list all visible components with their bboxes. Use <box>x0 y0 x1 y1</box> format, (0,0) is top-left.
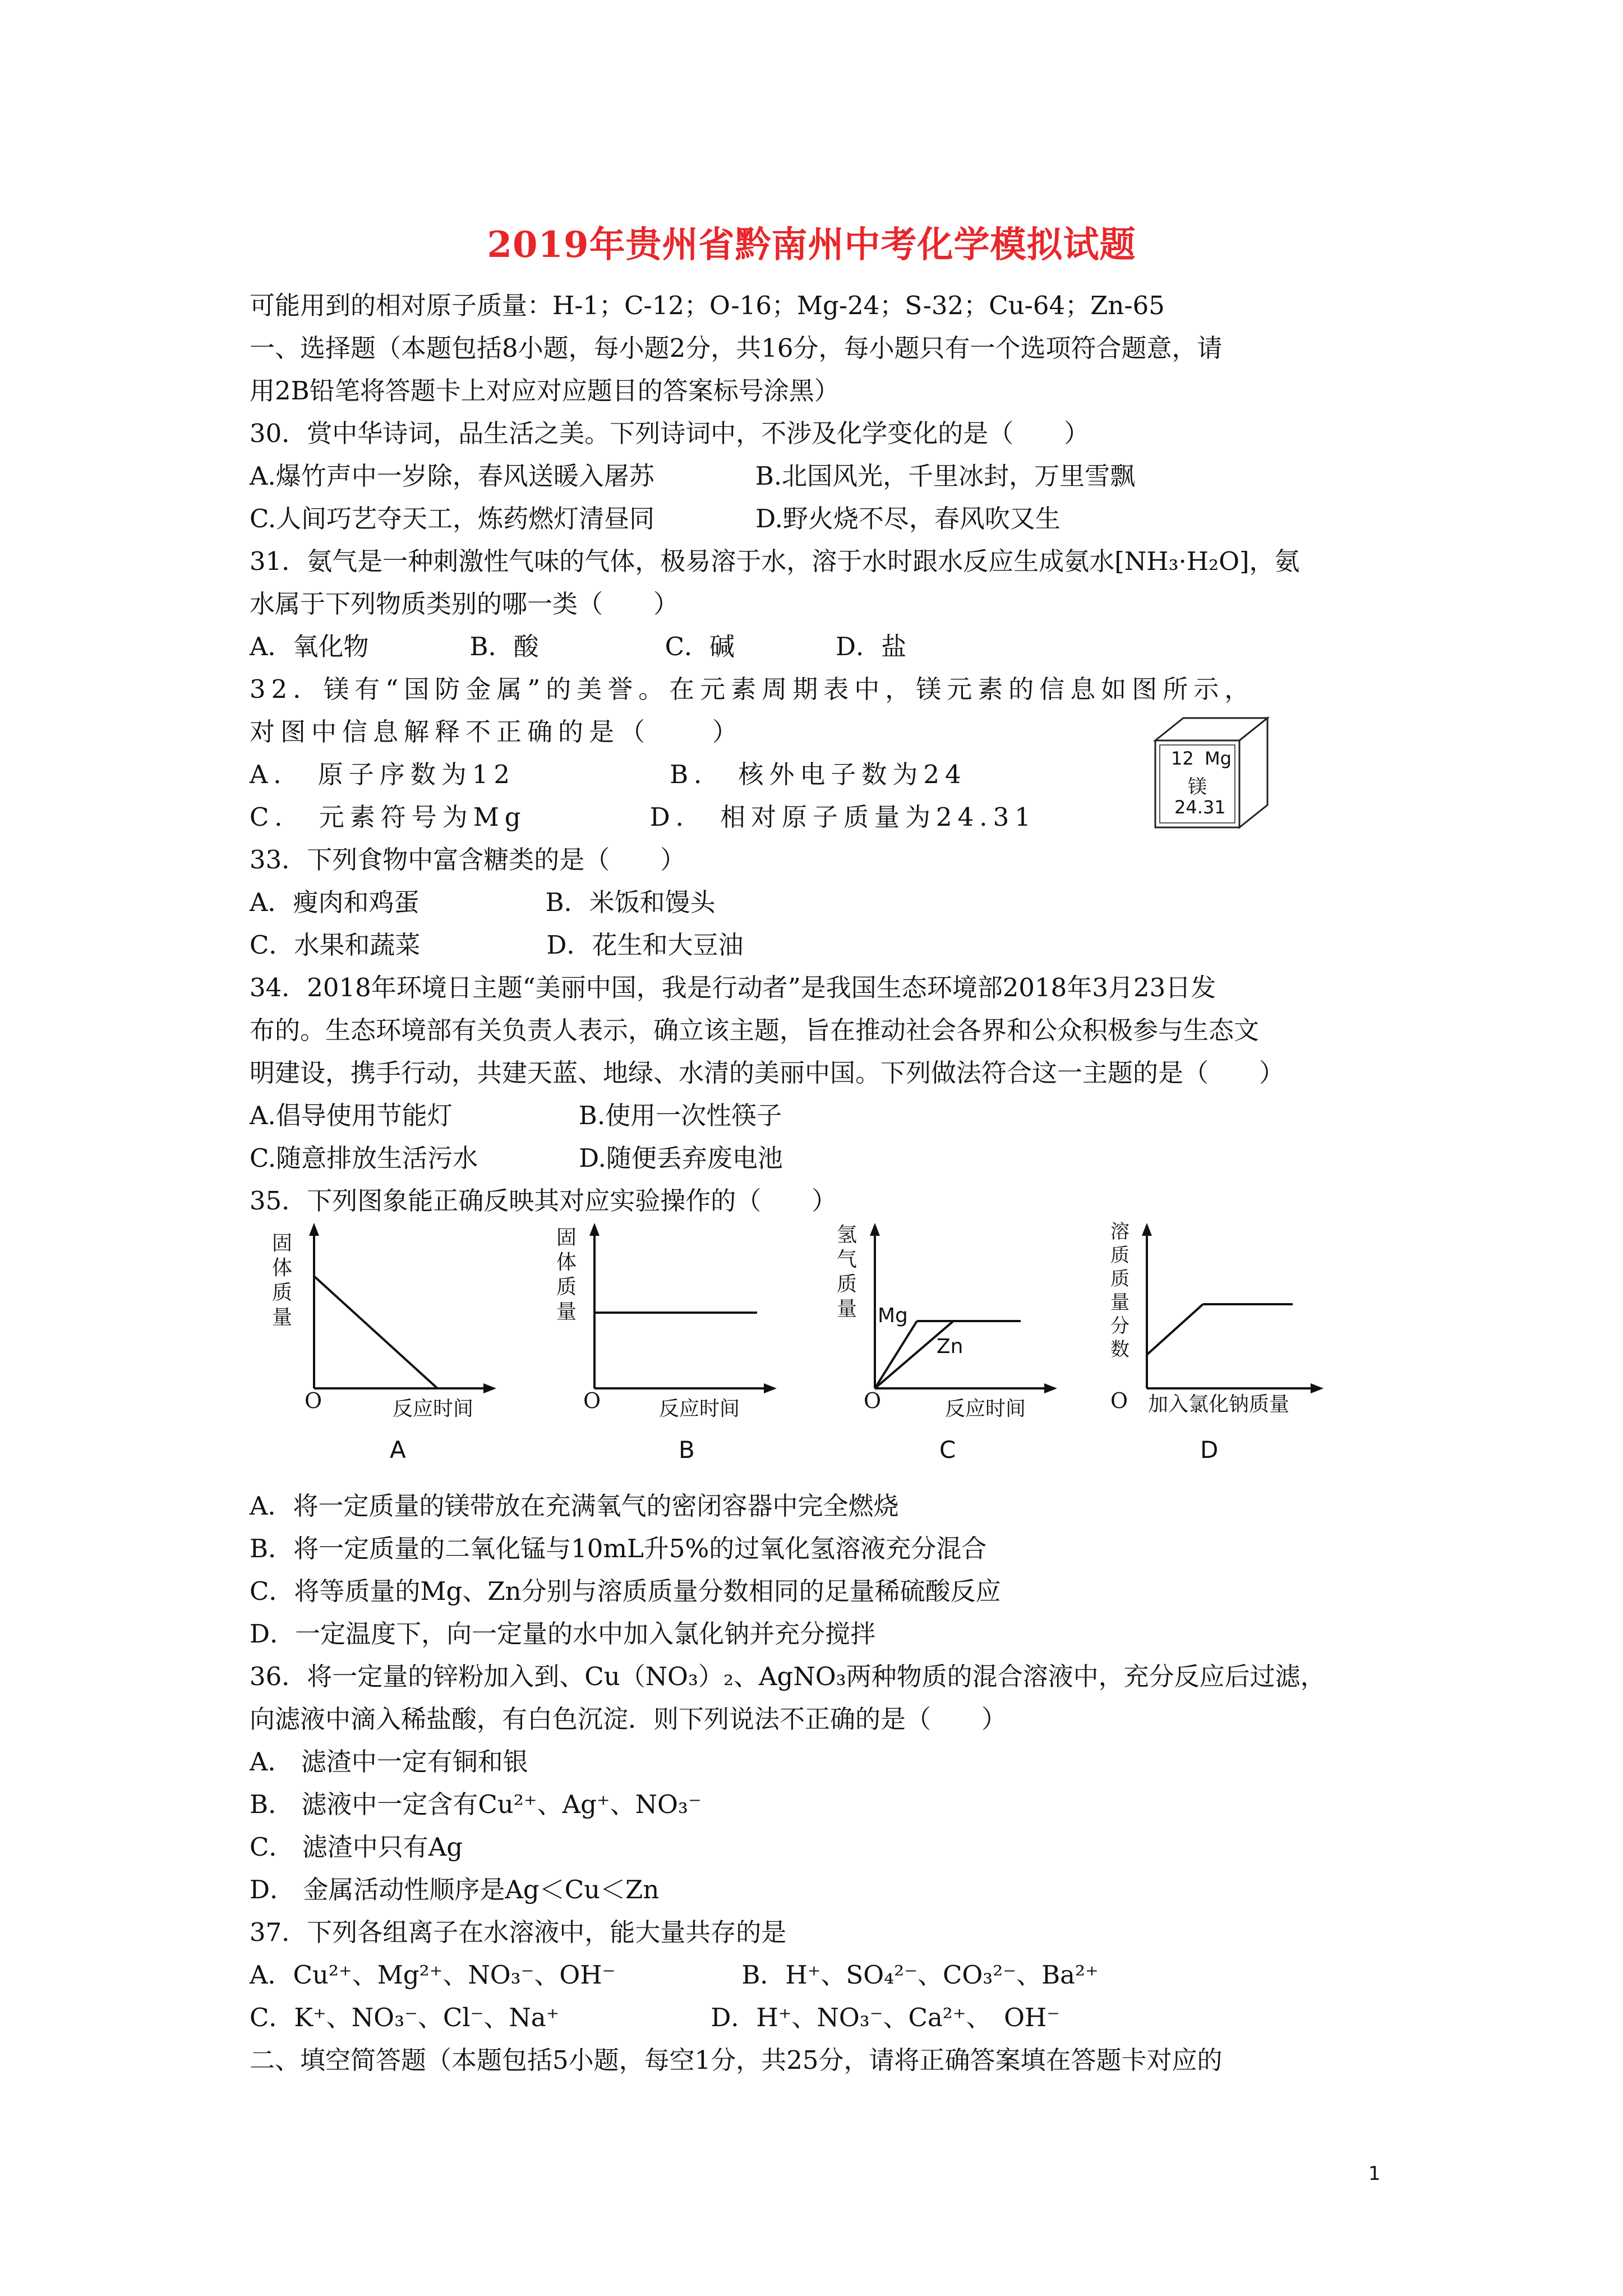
section1-heading: 一、选择题（本题包括8小题，每小题2分，共16分，每小题只有一个选项符合题意，请 <box>250 333 1223 363</box>
q36-option-c: C． 滤渣中只有Ag <box>250 1832 463 1862</box>
graph-c-ylabel: 氢气质量 <box>837 1223 857 1320</box>
q32-options-ab: A． 原子序数为12 B． 核外电子数为24 <box>250 760 967 789</box>
q33-options-cd: C．水果和蔬菜 D．花生和大豆油 <box>250 930 744 960</box>
q32-stem: 32．镁有“国防金属”的美誉。在元素周期表中，镁元素的信息如图所示， <box>250 674 1256 704</box>
q33-options-ab: A．瘦肉和鸡蛋 B．米饭和馒头 <box>250 887 716 917</box>
q34-options-cd: C.随意排放生活污水 D.随便丢弃废电池 <box>250 1143 783 1173</box>
q30-stem: 30．赏中华诗词，品生活之美。下列诗词中，不涉及化学变化的是（ ） <box>250 418 1090 448</box>
graph-a-xlabel: 反应时间 <box>393 1397 474 1420</box>
graph-a-label: A <box>390 1436 406 1464</box>
graph-c-series-zn: Zn <box>937 1335 963 1358</box>
q31-options: A．氧化物 B．酸 C．碱 D．盐 <box>250 632 907 661</box>
q34-stem: 34．2018年环境日主题“美丽中国，我是行动者”是我国生态环境部2018年3月23日发 <box>250 973 1216 1002</box>
graph-d <box>1110 1220 1349 1478</box>
q33-stem: 33．下列食物中富含糖类的是（ ） <box>250 845 686 875</box>
q31-stem: 31．氨气是一种刺激性气味的气体，极易溶于水，溶于水时跟水反应生成氨水[NH₃·H₂O]，氨 <box>250 546 1300 576</box>
graph-b-ylabel: 固体质量 <box>556 1226 577 1323</box>
graph-b <box>555 1220 791 1478</box>
q34-stem-2: 布的。生态环境部有关负责人表示，确立该主题，旨在推动社会各界和公众积极参与生态文 <box>250 1015 1260 1045</box>
page-title: 2019年贵州省黔南州中考化学模拟试题 <box>487 224 1136 266</box>
element-name: 镁 <box>1188 776 1207 798</box>
q37-stem: 37．下列各组离子在水溶液中，能大量共存的是 <box>250 1917 787 1947</box>
q36-option-d: D． 金属活动性顺序是Ag＜Cu＜Zn <box>250 1875 660 1904</box>
q31-stem-cont: 水属于下列物质类别的哪一类（ ） <box>250 589 679 619</box>
graph-a-ylabel: 固体质量 <box>272 1232 293 1329</box>
graph-c-xlabel: 反应时间 <box>945 1397 1026 1420</box>
graph-d-ylabel: 溶质质量分数 <box>1110 1221 1129 1361</box>
element-number: 12 <box>1171 748 1194 769</box>
q35-stem: 35．下列图象能正确反映其对应实验操作的（ ） <box>250 1186 837 1216</box>
q35-option-b: B．将一定质量的二氧化锰与10mL升5%的过氧化氢溶液充分混合 <box>250 1534 987 1563</box>
q30-options-cd: C.人间巧艺夺天工，炼药燃灯清昼同 D.野火烧不尽，春风吹又生 <box>250 504 1061 533</box>
q30-options-ab: A.爆竹声中一岁除，春风送暖入屠苏 B.北国风光，千里冰封，万里雪飘 <box>250 461 1136 491</box>
q36-stem: 36．将一定量的锌粉加入到、Cu（NO₃）₂、AgNO₃两种物质的混合溶液中，充分反应后过滤， <box>250 1662 1326 1691</box>
graph-b-origin: O <box>583 1388 601 1413</box>
q36-stem-cont: 向滤液中滴入稀盐酸，有白色沉淀．则下列说法不正确的是（ ） <box>250 1704 1007 1734</box>
atomic-masses: 可能用到的相对原子质量：H-1；C-12；O-16；Mg-24；S-32；Cu-64；Zn-65 <box>250 291 1165 320</box>
q36-option-b: B． 滤液中一定含有Cu²⁺、Ag⁺、NO₃⁻ <box>250 1789 702 1819</box>
q32-stem-cont: 对图中信息解释不正确的是（ ） <box>250 717 744 747</box>
element-symbol: Mg <box>1205 748 1232 769</box>
q36-option-a: A． 滤渣中一定有铜和银 <box>250 1747 528 1777</box>
graph-d-label: D <box>1200 1436 1219 1464</box>
q34-stem-3: 明建设，携手行动，共建天蓝、地绿、水清的美丽中国。下列做法符合这一主题的是（ ） <box>250 1058 1285 1088</box>
graph-a-origin: O <box>305 1388 322 1413</box>
element-mass: 24.31 <box>1174 797 1226 818</box>
section1-heading-cont: 用2B铅笔将答题卡上对应对应题目的答案标号涂黑） <box>250 376 840 406</box>
section2-heading: 二、填空简答题（本题包括5小题，每空1分，共25分，请将正确答案填在答题卡对应的 <box>250 2045 1223 2075</box>
q35-option-a: A．将一定质量的镁带放在充满氧气的密闭容器中完全燃烧 <box>250 1491 899 1521</box>
graph-c-series-mg: Mg <box>878 1304 908 1327</box>
q35-option-d: D．一定温度下，向一定量的水中加入氯化钠并充分搅拌 <box>250 1619 876 1649</box>
magnesium-element-box <box>1150 715 1270 836</box>
graph-b-label: B <box>679 1436 695 1464</box>
q32-options-cd: C． 元素符号为Mg D． 相对原子质量为24.31 <box>250 802 1036 832</box>
page-number: 1 <box>1368 2162 1381 2185</box>
graph-d-origin: O <box>1110 1388 1128 1413</box>
q37-options-ab: A．Cu²⁺、Mg²⁺、NO₃⁻、OH⁻ B．H⁺、SO₄²⁻、CO₃²⁻、Ba²⁺ <box>250 1960 1099 1990</box>
graph-d-xlabel: 加入氯化钠质量 <box>1148 1393 1290 1416</box>
q37-options-cd: C．K⁺、NO₃⁻、Cl⁻、Na⁺ D．H⁺、NO₃⁻、Ca²⁺、 OH⁻ <box>250 2003 1060 2032</box>
graph-c-origin: O <box>864 1388 882 1413</box>
q35-option-c: C．将等质量的Mg、Zn分别与溶质质量分数相同的足量稀硫酸反应 <box>250 1576 1001 1606</box>
q34-options-ab: A.倡导使用节能灯 B.使用一次性筷子 <box>250 1101 782 1130</box>
graph-b-xlabel: 反应时间 <box>659 1397 740 1420</box>
graph-c-label: C <box>939 1436 956 1464</box>
